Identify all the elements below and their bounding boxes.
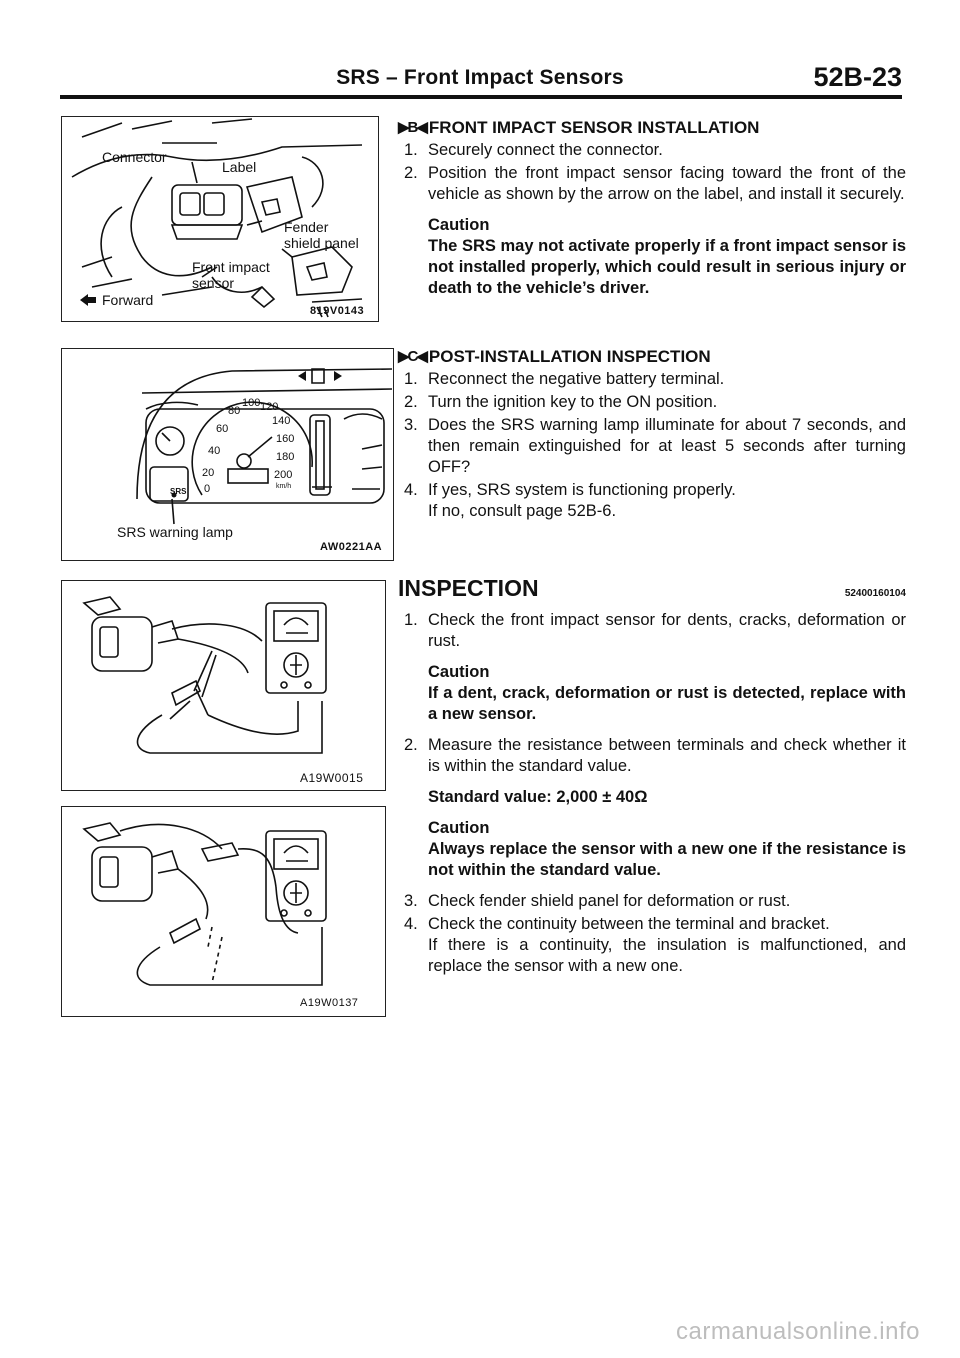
standard-value: Standard value: 2,000 ± 40Ω — [428, 788, 648, 806]
item-text: Position the front impact sensor facing toward the front of the vehicle as shown by the arrow on the label, and install it securely. — [428, 164, 906, 203]
label-shield-panel: shield panel — [284, 235, 359, 251]
section-title: INSPECTION — [398, 575, 539, 601]
item-number: 4. — [404, 915, 418, 933]
list-item — [398, 392, 906, 413]
list-item — [398, 140, 906, 161]
watermark: carmanualsonline.info — [676, 1318, 920, 1345]
item-number: 2. — [404, 736, 418, 754]
label-srs-warning-lamp: SRS warning lamp — [117, 524, 233, 540]
header-rule — [60, 95, 902, 99]
speed-zero: 0 — [204, 483, 211, 495]
item-number: 1. — [404, 141, 418, 159]
speed-unit: km/h — [276, 483, 292, 490]
item-text: Measure the resistance between terminals and check whether it is within the standard value. — [428, 736, 906, 775]
speed-mark: 20 — [202, 467, 215, 479]
figure-resistance-measurement — [61, 580, 386, 791]
item-text: Check fender shield panel for deformation or rust. — [428, 892, 791, 910]
item-text: Check the continuity between the terminal and bracket. — [428, 915, 830, 933]
list-item — [398, 369, 906, 390]
list-item — [398, 610, 906, 652]
list-item — [398, 891, 906, 912]
figure-code: 819V0143 — [310, 305, 365, 317]
label-sensor: sensor — [192, 275, 235, 291]
item-subtext: If no, consult page 52B-6. — [428, 502, 617, 520]
speed-mark: 100 — [242, 397, 261, 409]
continuity-test-illustration — [62, 807, 386, 1017]
section-heading — [398, 346, 906, 367]
speed-mark: 180 — [276, 451, 295, 463]
item-text: Turn the ignition key to the ON position. — [428, 393, 718, 411]
label-front-impact: Front impact — [192, 259, 270, 275]
caution-text: The SRS may not activate properly if a front impact sensor is not installed properly, which could result in serious injury or death to the vehicle’s driver. — [428, 237, 906, 297]
figure-code: A19W0137 — [300, 997, 359, 1009]
item-subtext: If there is a continuity, the insulation is malfunctioned, and replace the sensor with a new one. — [428, 936, 906, 975]
item-number: 1. — [404, 611, 418, 629]
procedure-marker: ▶B◀ — [398, 119, 426, 136]
item-text: Does the SRS warning lamp illuminate for about 7 seconds, and then remain extinguished for at least 5 seconds after turning OFF? — [428, 416, 906, 476]
section-title: FRONT IMPACT SENSOR INSTALLATION — [428, 118, 760, 137]
item-number: 2. — [404, 164, 418, 182]
item-number: 4. — [404, 481, 418, 499]
label-forward: Forward — [102, 292, 154, 308]
label-label: Label — [222, 159, 257, 175]
page-title: SRS – Front Impact Sensors — [336, 66, 624, 89]
label-fender: Fender — [284, 219, 329, 235]
figure-sensor-installation — [61, 116, 379, 322]
speed-mark: 140 — [272, 415, 291, 427]
section-installation — [398, 117, 906, 299]
section-heading — [398, 575, 906, 604]
speed-mark: 60 — [216, 423, 229, 435]
list-item — [398, 163, 906, 205]
resistance-test-illustration — [62, 581, 386, 791]
caution-title: Caution — [428, 216, 490, 234]
list-item — [398, 914, 906, 935]
label-connector: Connector — [102, 149, 167, 165]
speed-mark: 200 — [274, 469, 293, 481]
caution-title: Caution — [428, 819, 490, 837]
speed-mark: 160 — [276, 433, 295, 445]
figure-code: AW0221AA — [320, 541, 383, 553]
procedure-marker: ▶C◀ — [398, 348, 426, 365]
srs-indicator: SRS — [170, 487, 187, 496]
item-text: Securely connect the connector. — [428, 141, 663, 159]
list-item — [398, 415, 906, 478]
speed-mark: 80 — [228, 405, 241, 417]
caution-title: Caution — [428, 663, 490, 681]
forward-arrow-icon — [80, 294, 96, 306]
caution-text: If a dent, crack, deformation or rust is detected, replace with a new sensor. — [428, 684, 906, 723]
item-number: 1. — [404, 370, 418, 388]
section-post-installation — [398, 346, 906, 522]
figure-continuity-check — [61, 806, 386, 1017]
list-item — [398, 480, 906, 501]
item-number: 3. — [404, 416, 418, 434]
item-text: Reconnect the negative battery terminal. — [428, 370, 725, 388]
section-inspection — [398, 575, 906, 977]
item-number: 2. — [404, 393, 418, 411]
speed-mark: 120 — [260, 401, 279, 413]
speed-mark: 40 — [208, 445, 221, 457]
item-number: 3. — [404, 892, 418, 910]
caution-text: Always replace the sensor with a new one if the resistance is not within the standard value. — [428, 840, 906, 879]
page-number: 52B-23 — [813, 62, 902, 92]
section-heading — [398, 117, 906, 138]
figure-code: A19W0015 — [300, 771, 364, 785]
item-text: Check the front impact sensor for dents, cracks, deformation or rust. — [428, 611, 906, 650]
section-code: 52400160104 — [844, 588, 906, 599]
figure-warning-lamp — [61, 348, 394, 561]
list-item — [398, 735, 906, 777]
section-title: POST-INSTALLATION INSPECTION — [428, 347, 711, 366]
item-text: If yes, SRS system is functioning properly. — [428, 481, 736, 499]
